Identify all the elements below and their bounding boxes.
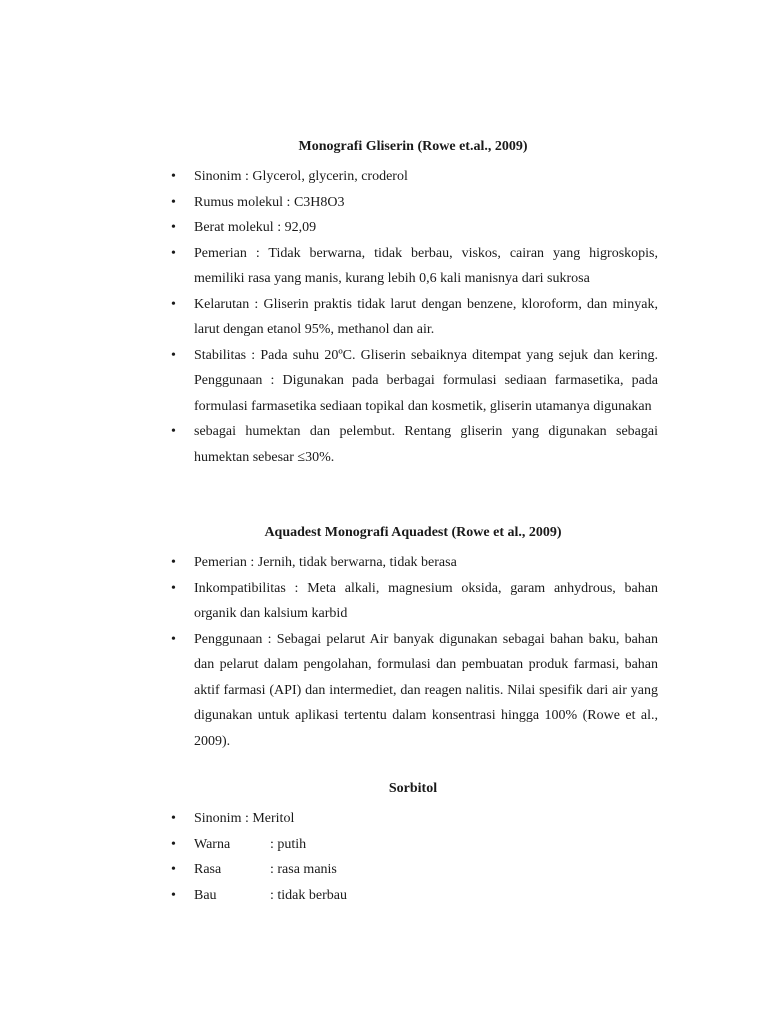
property-value: : putih — [270, 836, 307, 852]
list-item: • Pemerian : Tidak berwarna, tidak berbau, viskos, cairan yang higroskopis, memiliki rasa yang manis, kurang lebih 0,6 kali manisnya dari sukrosa — [168, 241, 658, 292]
property-key: Bau — [194, 887, 217, 903]
bullet-icon: • — [171, 555, 176, 570]
section-title: Sorbitol — [388, 781, 438, 796]
section-sorbitol — [168, 780, 658, 908]
bullet-icon: • — [171, 296, 176, 312]
bullet-icon: • — [171, 424, 176, 439]
bullet-icon: • — [171, 245, 176, 261]
list-item — [168, 883, 658, 909]
list-item: • Inkompatibilitas : Meta alkali, magnesium oksida, garam anhydrous, bahan organik dan kalsium karbid — [168, 576, 658, 627]
bullet-icon: • — [171, 631, 176, 647]
bullet-list — [168, 550, 658, 754]
list-item: • Berat molekul : 92,09 — [168, 215, 658, 241]
property-key: Warna — [194, 836, 231, 852]
property-value: : tidak berbau — [270, 887, 347, 903]
bullet-icon: • — [171, 220, 176, 235]
section-gliserin — [168, 138, 658, 470]
section-aquadest — [168, 524, 658, 754]
bullet-icon: • — [171, 580, 176, 596]
bullet-icon: • — [171, 862, 176, 877]
bullet-list — [168, 806, 658, 908]
bullet-icon: • — [171, 887, 176, 903]
list-item: • Stabilitas : Pada suhu 20ºC. Gliserin sebaiknya ditempat yang sejuk dan kering. Penggunaan : Digunakan pada berbagai formulasi sediaan farmasetika, pada formulasi farmasetika sediaan topikal dan kosmetik, gliserin utamanya digunakan — [168, 343, 658, 420]
list-item: • Pemerian : Jernih, tidak berwarna, tidak berasa — [168, 550, 658, 576]
property-key: Rasa — [194, 862, 222, 877]
list-item — [168, 832, 658, 858]
bullet-icon: • — [171, 836, 176, 852]
list-item: • Rumus molekul : C3H8O3 — [168, 190, 658, 216]
bullet-list — [168, 164, 658, 470]
section-title: Monografi Gliserin (Rowe et.al., 2009) — [298, 139, 528, 154]
list-item: • sebagai humektan dan pelembut. Rentang gliserin yang digunakan sebagai humektan sebesar ≤30%. — [168, 419, 658, 470]
list-item: • Kelarutan : Gliserin praktis tidak larut dengan benzene, kloroform, dan minyak, larut dengan etanol 95%, methanol dan air. — [168, 292, 658, 343]
list-item: • Sinonim : Meritol — [168, 806, 658, 832]
list-item: • Penggunaan : Sebagai pelarut Air banyak digunakan sebagai bahan baku, bahan dan pelarut dalam pengolahan, formulasi dan pembuatan produk farmasi, bahan aktif farmasi (API) dan intermediet, dan reagen nalitis. Nilai spesifik dari air yang digunakan untuk aplikasi tertentu dalam konsentrasi hingga 100% (Rowe et al., 2009). — [168, 627, 658, 755]
list-item — [168, 857, 658, 883]
property-value: : rasa manis — [270, 862, 337, 877]
list-item: • Sinonim : Glycerol, glycerin, croderol — [168, 164, 658, 190]
bullet-icon: • — [171, 169, 176, 184]
section-title: Aquadest Monografi Aquadest (Rowe et al., 2009) — [264, 525, 562, 540]
bullet-icon: • — [171, 194, 176, 210]
bullet-icon: • — [171, 811, 176, 826]
bullet-icon: • — [171, 347, 176, 363]
